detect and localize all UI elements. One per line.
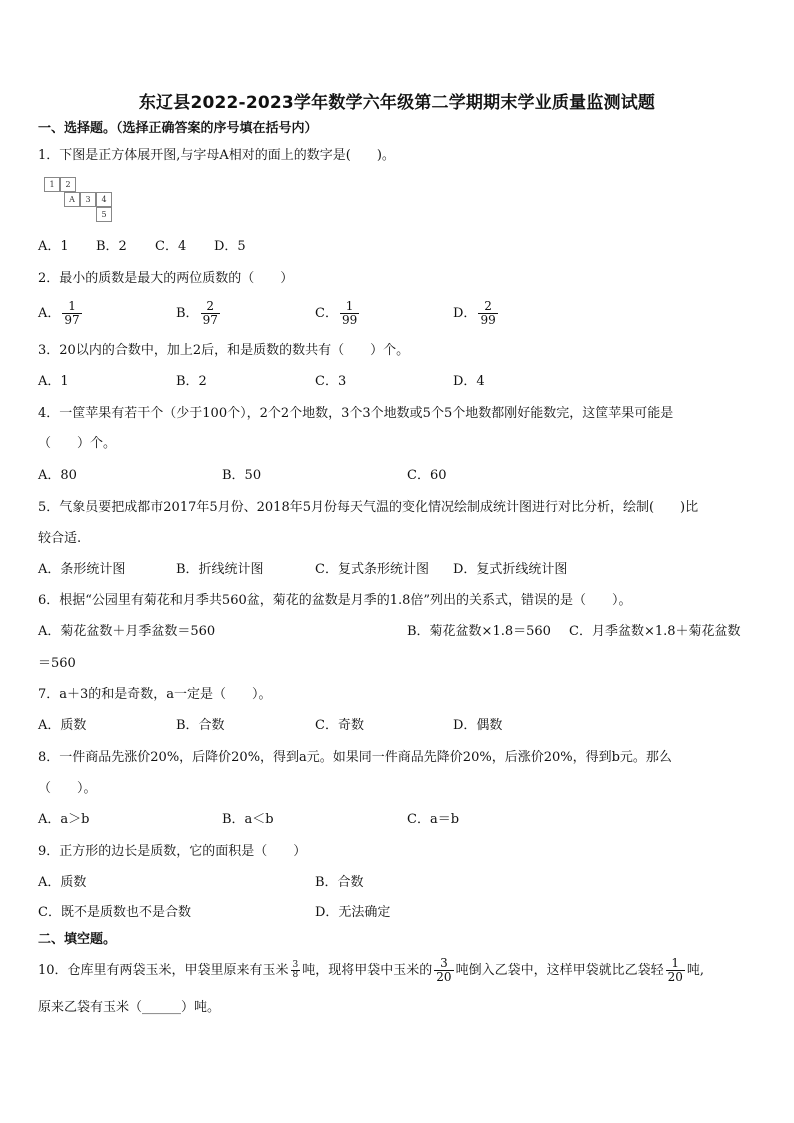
q9-option-d: D．无法确定 <box>315 905 391 920</box>
q2-option-a: A． $\frac{1}{97}$ <box>38 299 80 327</box>
q7-option-c: C．奇数 <box>315 718 364 733</box>
net-blank <box>44 192 60 207</box>
net-cell: A <box>64 192 80 207</box>
q5-option-c: C．复式条形统计图 <box>315 562 429 577</box>
q2-option-b: B． $\frac{2}{97}$ <box>176 299 218 327</box>
section-heading-choice: 一、选择题。（选择正确答案的序号填在括号内） <box>38 121 318 136</box>
net-cell: 5 <box>96 207 112 222</box>
net-cell: 4 <box>96 192 112 207</box>
question-6: 6．根据“公园里有菊花和月季共560盆，菊花的盆数是月季的1.8倍”列出的关系式，错误的是（ ）。 <box>38 593 632 608</box>
q3-option-c: C．3 <box>315 374 347 389</box>
q8-option-c: C．a＝b <box>407 812 460 827</box>
q3-option-a: A．1 <box>38 374 69 389</box>
net-cell: 1 <box>44 177 60 192</box>
q8-option-a: A．a＞b <box>38 812 90 827</box>
question-9: 9．正方形的边长是质数，它的面积是（ ） <box>38 844 307 859</box>
question-10: 10．仓库里有两袋玉米，甲袋里原来有玉米 $\frac{3}{8}$ 吨，现将甲袋中玉米的 $\frac{3}{20}$ 吨倒入乙袋中，这样甲袋就比乙袋轻 $\frac{1}{20}$ 吨, <box>38 956 705 984</box>
q2-option-d: D． $\frac{2}{99}$ <box>453 299 496 327</box>
question-8: 8．一件商品先涨价20%，后降价20%，得到a元。如果同一件商品先降价20%，后涨价20%，得到b元。那么 <box>38 750 672 765</box>
q7-option-b: B．合数 <box>176 718 225 733</box>
q7-option-d: D．偶数 <box>453 718 503 733</box>
q5-option-a: A．条形统计图 <box>38 562 126 577</box>
q7-option-a: A．质数 <box>38 718 87 733</box>
q5-option-d: D．复式折线统计图 <box>453 562 568 577</box>
q6-option-a: A．菊花盆数＋月季盆数＝560 <box>38 624 216 639</box>
question-7: 7．a＋3的和是奇数，a一定是（ ）。 <box>38 687 272 702</box>
net-cell: 2 <box>60 177 76 192</box>
q2-option-c: C． $\frac{1}{99}$ <box>315 299 358 327</box>
question-2: 2．最小的质数是最大的两位质数的（ ） <box>38 271 294 286</box>
question-4: 4．一筐苹果有若干个（少于100个），2个2个地数，3个3个地数或5个5个地数都刚好能数完，这筐苹果可能是 <box>38 406 674 421</box>
q8-option-b: B．a＜b <box>222 812 274 827</box>
q9-option-a: A．质数 <box>38 875 87 890</box>
q5-option-b: B．折线统计图 <box>176 562 264 577</box>
q1-option-c: C．4 <box>155 239 187 254</box>
q4-option-a: A．80 <box>38 468 77 483</box>
q6-option-c-cont: ＝560 <box>38 656 76 671</box>
question-10-cont: 原来乙袋有玉米（______）吨。 <box>38 1000 221 1015</box>
q3-option-b: B．2 <box>176 374 207 389</box>
q4-option-b: B．50 <box>222 468 262 483</box>
question-4-cont: （ ）个。 <box>38 436 117 451</box>
page-title: 东辽县2022-2023学年数学六年级第二学期期末学业质量监测试题 <box>138 93 656 113</box>
question-5-cont: 较合适. <box>38 531 82 546</box>
q9-option-c: C．既不是质数也不是合数 <box>38 905 191 920</box>
q6-option-c: C．月季盆数×1.8＋菊花盆数 <box>569 624 741 639</box>
question-3: 3．20以内的合数中，加上2后，和是质数的数共有（ ）个。 <box>38 343 410 358</box>
q9-option-b: B．合数 <box>315 875 364 890</box>
question-1: 1．下图是正方体展开图,与字母A相对的面上的数字是( )。 <box>38 148 395 163</box>
q4-option-c: C．60 <box>407 468 447 483</box>
question-8-cont: （ ）。 <box>38 781 97 796</box>
q1-option-a: A．1 <box>38 239 69 254</box>
q6-option-b: B．菊花盆数×1.8＝560 <box>407 624 551 639</box>
q3-option-d: D．4 <box>453 374 485 389</box>
net-cell: 3 <box>80 192 96 207</box>
section-heading-fill: 二、填空题。 <box>38 932 117 947</box>
q1-option-b: B．2 <box>96 239 127 254</box>
question-5: 5．气象员要把成都市2017年5月份、2018年5月份每天气温的变化情况绘制成统计图进行对比分析，绘制( )比 <box>38 500 699 515</box>
q1-option-d: D．5 <box>214 239 246 254</box>
